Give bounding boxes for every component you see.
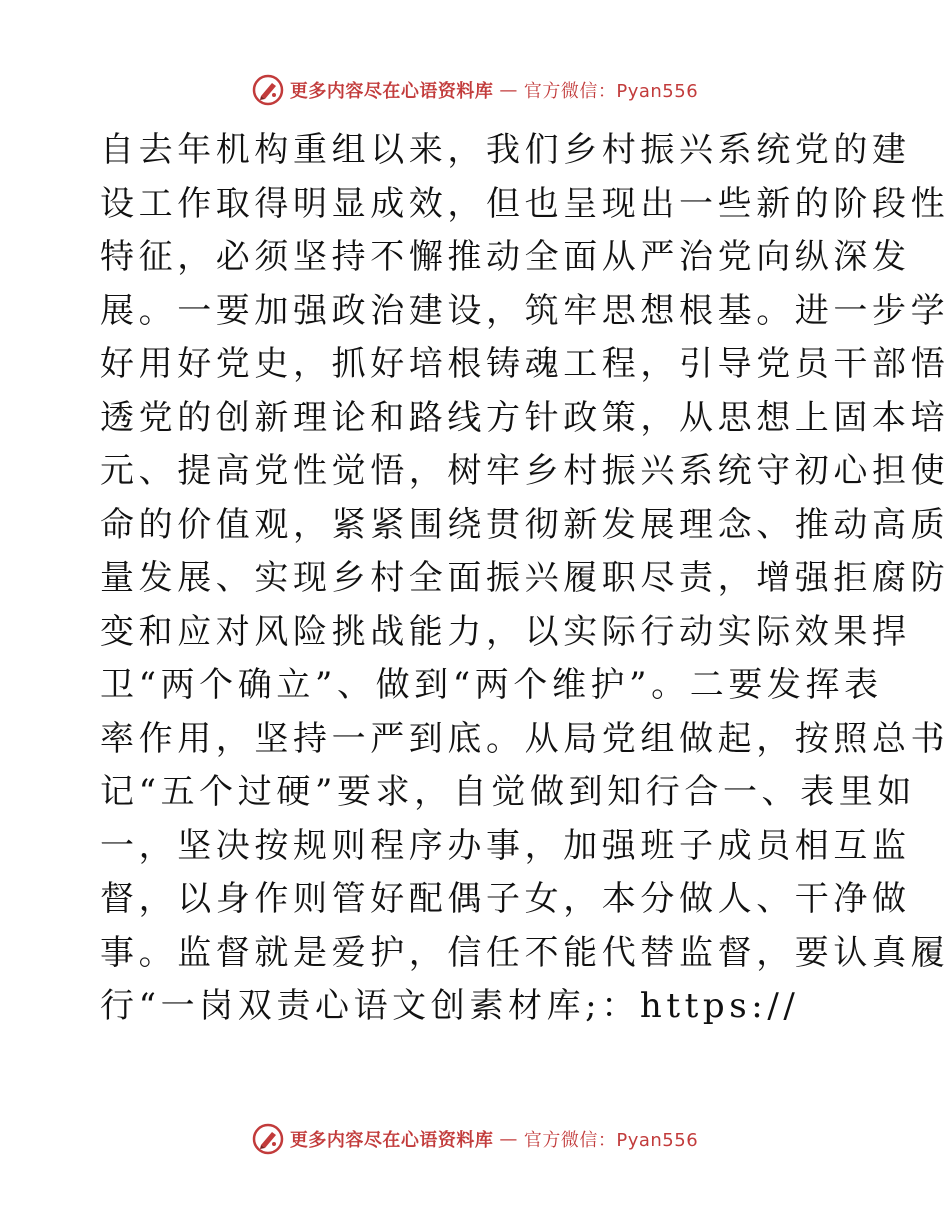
header-banner — [0, 72, 950, 108]
footer-wechat-text: 官方微信：Pyan556 — [523, 1130, 699, 1151]
body-line: 展。一要加强政治建设，筑牢思想根基。进一步学 — [100, 290, 950, 331]
body-line: 命的价值观，紧紧围绕贯彻新发展理念、推动高质 — [100, 504, 950, 545]
document-body — [100, 124, 950, 1034]
body-line: 督，以身作则管好配偶子女，本分做人、干净做 — [100, 879, 911, 919]
body-line: 变和应对风险挑战能力，以实际行动实际效果捍 — [100, 611, 911, 652]
body-line: 透党的创新理论和路线方针政策，从思想上固本培 — [100, 397, 950, 438]
body-line: 事。监督就是爱护，信任不能代替监督，要认真履 — [100, 932, 950, 973]
footer-separator: — — [499, 1128, 518, 1150]
body-line: 记“五个过硬”要求，自觉做到知行合一、表里如 — [100, 772, 916, 812]
body-line: 元、提高党性觉悟，树牢乡村振兴系统守初心担使 — [100, 451, 950, 491]
body-line: 特征，必须坚持不懈推动全面从严治党向纵深发 — [100, 237, 911, 277]
header-separator: — — [499, 79, 518, 101]
body-line: 卫“两个确立”、做到“两个维护”。二要发挥表 — [100, 665, 883, 705]
body-line: 一，坚决按规则程序办事，加强班子成员相互监 — [100, 825, 911, 866]
body-line: 率作用，坚持一严到底。从局党组做起，按照总书 — [100, 718, 950, 759]
body-line: 设工作取得明显成效，但也呈现出一些新的阶段性 — [100, 183, 950, 224]
brand-logo-icon — [252, 74, 284, 106]
footer-banner — [0, 1121, 950, 1157]
body-line: 行“一岗双责心语文创素材库;：https:// — [100, 986, 800, 1026]
body-line: 量发展、实现乡村全面振兴履职尽责，增强拒腐防 — [100, 558, 950, 598]
body-line: 好用好党史，抓好培根铸魂工程，引导党员干部悟 — [100, 344, 950, 384]
body-line: 自去年机构重组以来，我们乡村振兴系统党的建 — [100, 130, 911, 170]
footer-brand-text: 更多内容尽在心语资料库 — [289, 1130, 494, 1151]
header-wechat-text: 官方微信：Pyan556 — [523, 81, 699, 102]
brand-logo-icon — [252, 1123, 284, 1155]
header-brand-text: 更多内容尽在心语资料库 — [289, 81, 494, 102]
